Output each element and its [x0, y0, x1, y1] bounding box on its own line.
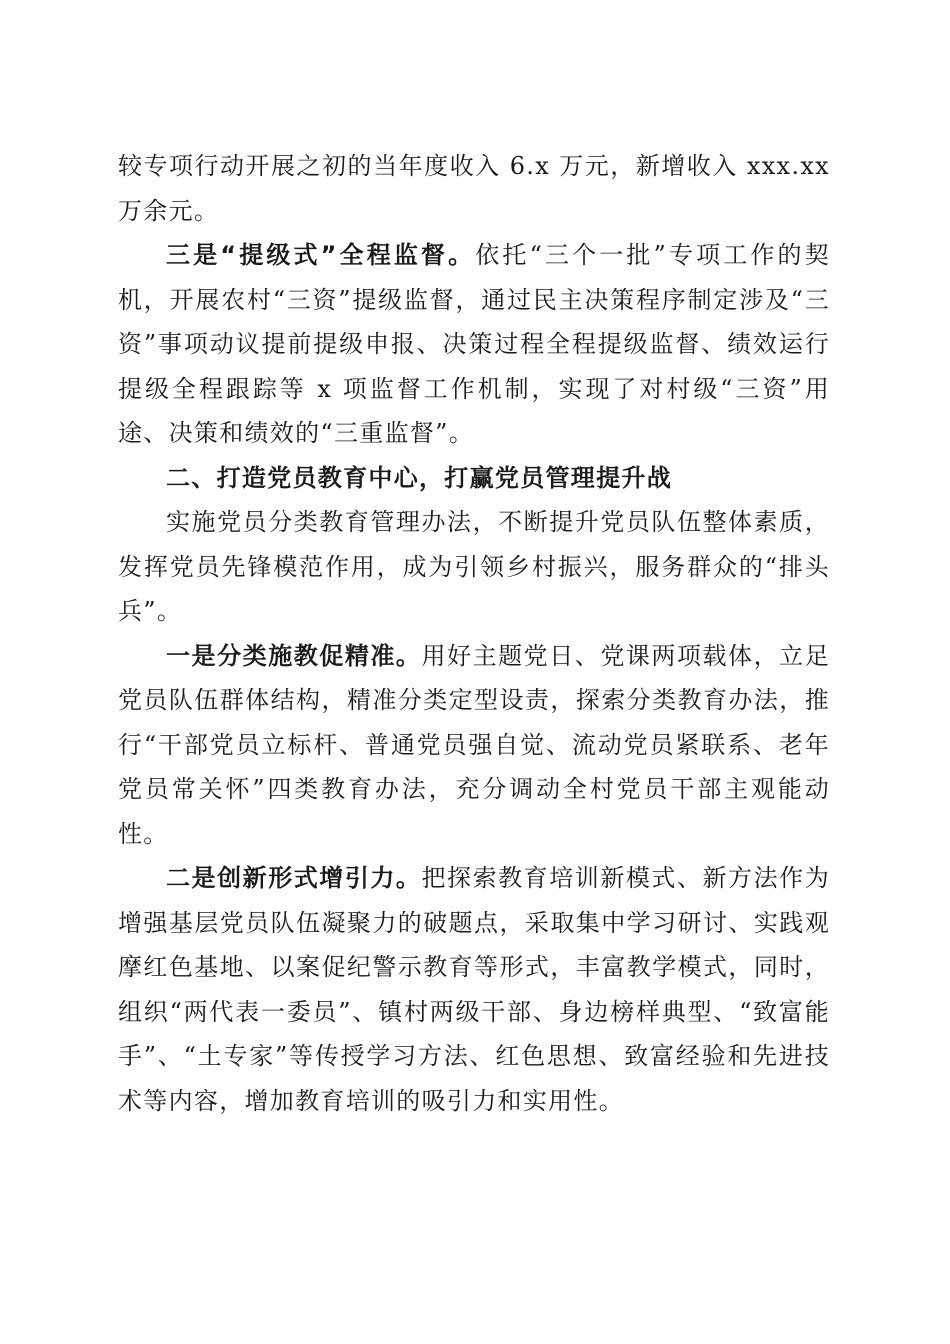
paragraph-lead-classified-teaching: 一是分类施教促精准。 [166, 641, 422, 670]
paragraph-section-intro: 实施党员分类教育管理办法，不断提升党员队伍整体素质，发挥党员先锋模范作用，成为引领乡村振兴，服务群众的“排头兵”。 [118, 508, 830, 625]
paragraph-lead-innovative-forms: 二是创新形式增引力。 [166, 864, 422, 892]
paragraph-lead-supervision: 三是“提级式”全程监督。 [166, 241, 476, 269]
paragraph-innovative-forms [118, 856, 830, 1123]
document-page [118, 144, 830, 1123]
paragraph-income-continuation: 较专项行动开展之初的当年度收入 6.x 万元，新增收入 xxx.xx 万余元。 [118, 152, 830, 225]
section-heading-party-education: 二、打造党员教育中心，打赢党员管理提升战 [166, 463, 672, 492]
paragraph-supervision [118, 233, 830, 456]
paragraph-classified-teaching [118, 634, 830, 857]
paragraph-body-classified-teaching: 用好主题党日、党课两项载体，立足党员队伍群体结构，精准分类定型设责，探索分类教育办法，推行“干部党员立标杆、普通党员强自觉、流动党员紧联系、老年党员常关怀”四类教育办法，充分调动全村党员干部主观能动性。 [118, 641, 830, 848]
paragraph-body-supervision: 依托“三个一批”专项工作的契机，开展农村“三资”提级监督，通过民主决策程序制定涉及“三资”事项动议提前提级申报、决策过程全程提级监督、绩效运行提级全程跟踪等 x 项监督工作机制，实现了对村级“三资”用途、决策和绩效的“三重监督”。 [118, 241, 830, 447]
paragraph-body-innovative-forms: 把探索教育培训新模式、新方法作为增强基层党员队伍凝聚力的破题点，采取集中学习研讨、实践观摩红色基地、以案促纪警示教育等形式，丰富教学模式，同时，组织“两代表一委员”、镇村两级干部、身边榜样典型、“致富能手”、“土专家”等传授学习方法、红色思想、致富经验和先进技术等内容，增加教育培训的吸引力和实用性。 [118, 864, 830, 1115]
